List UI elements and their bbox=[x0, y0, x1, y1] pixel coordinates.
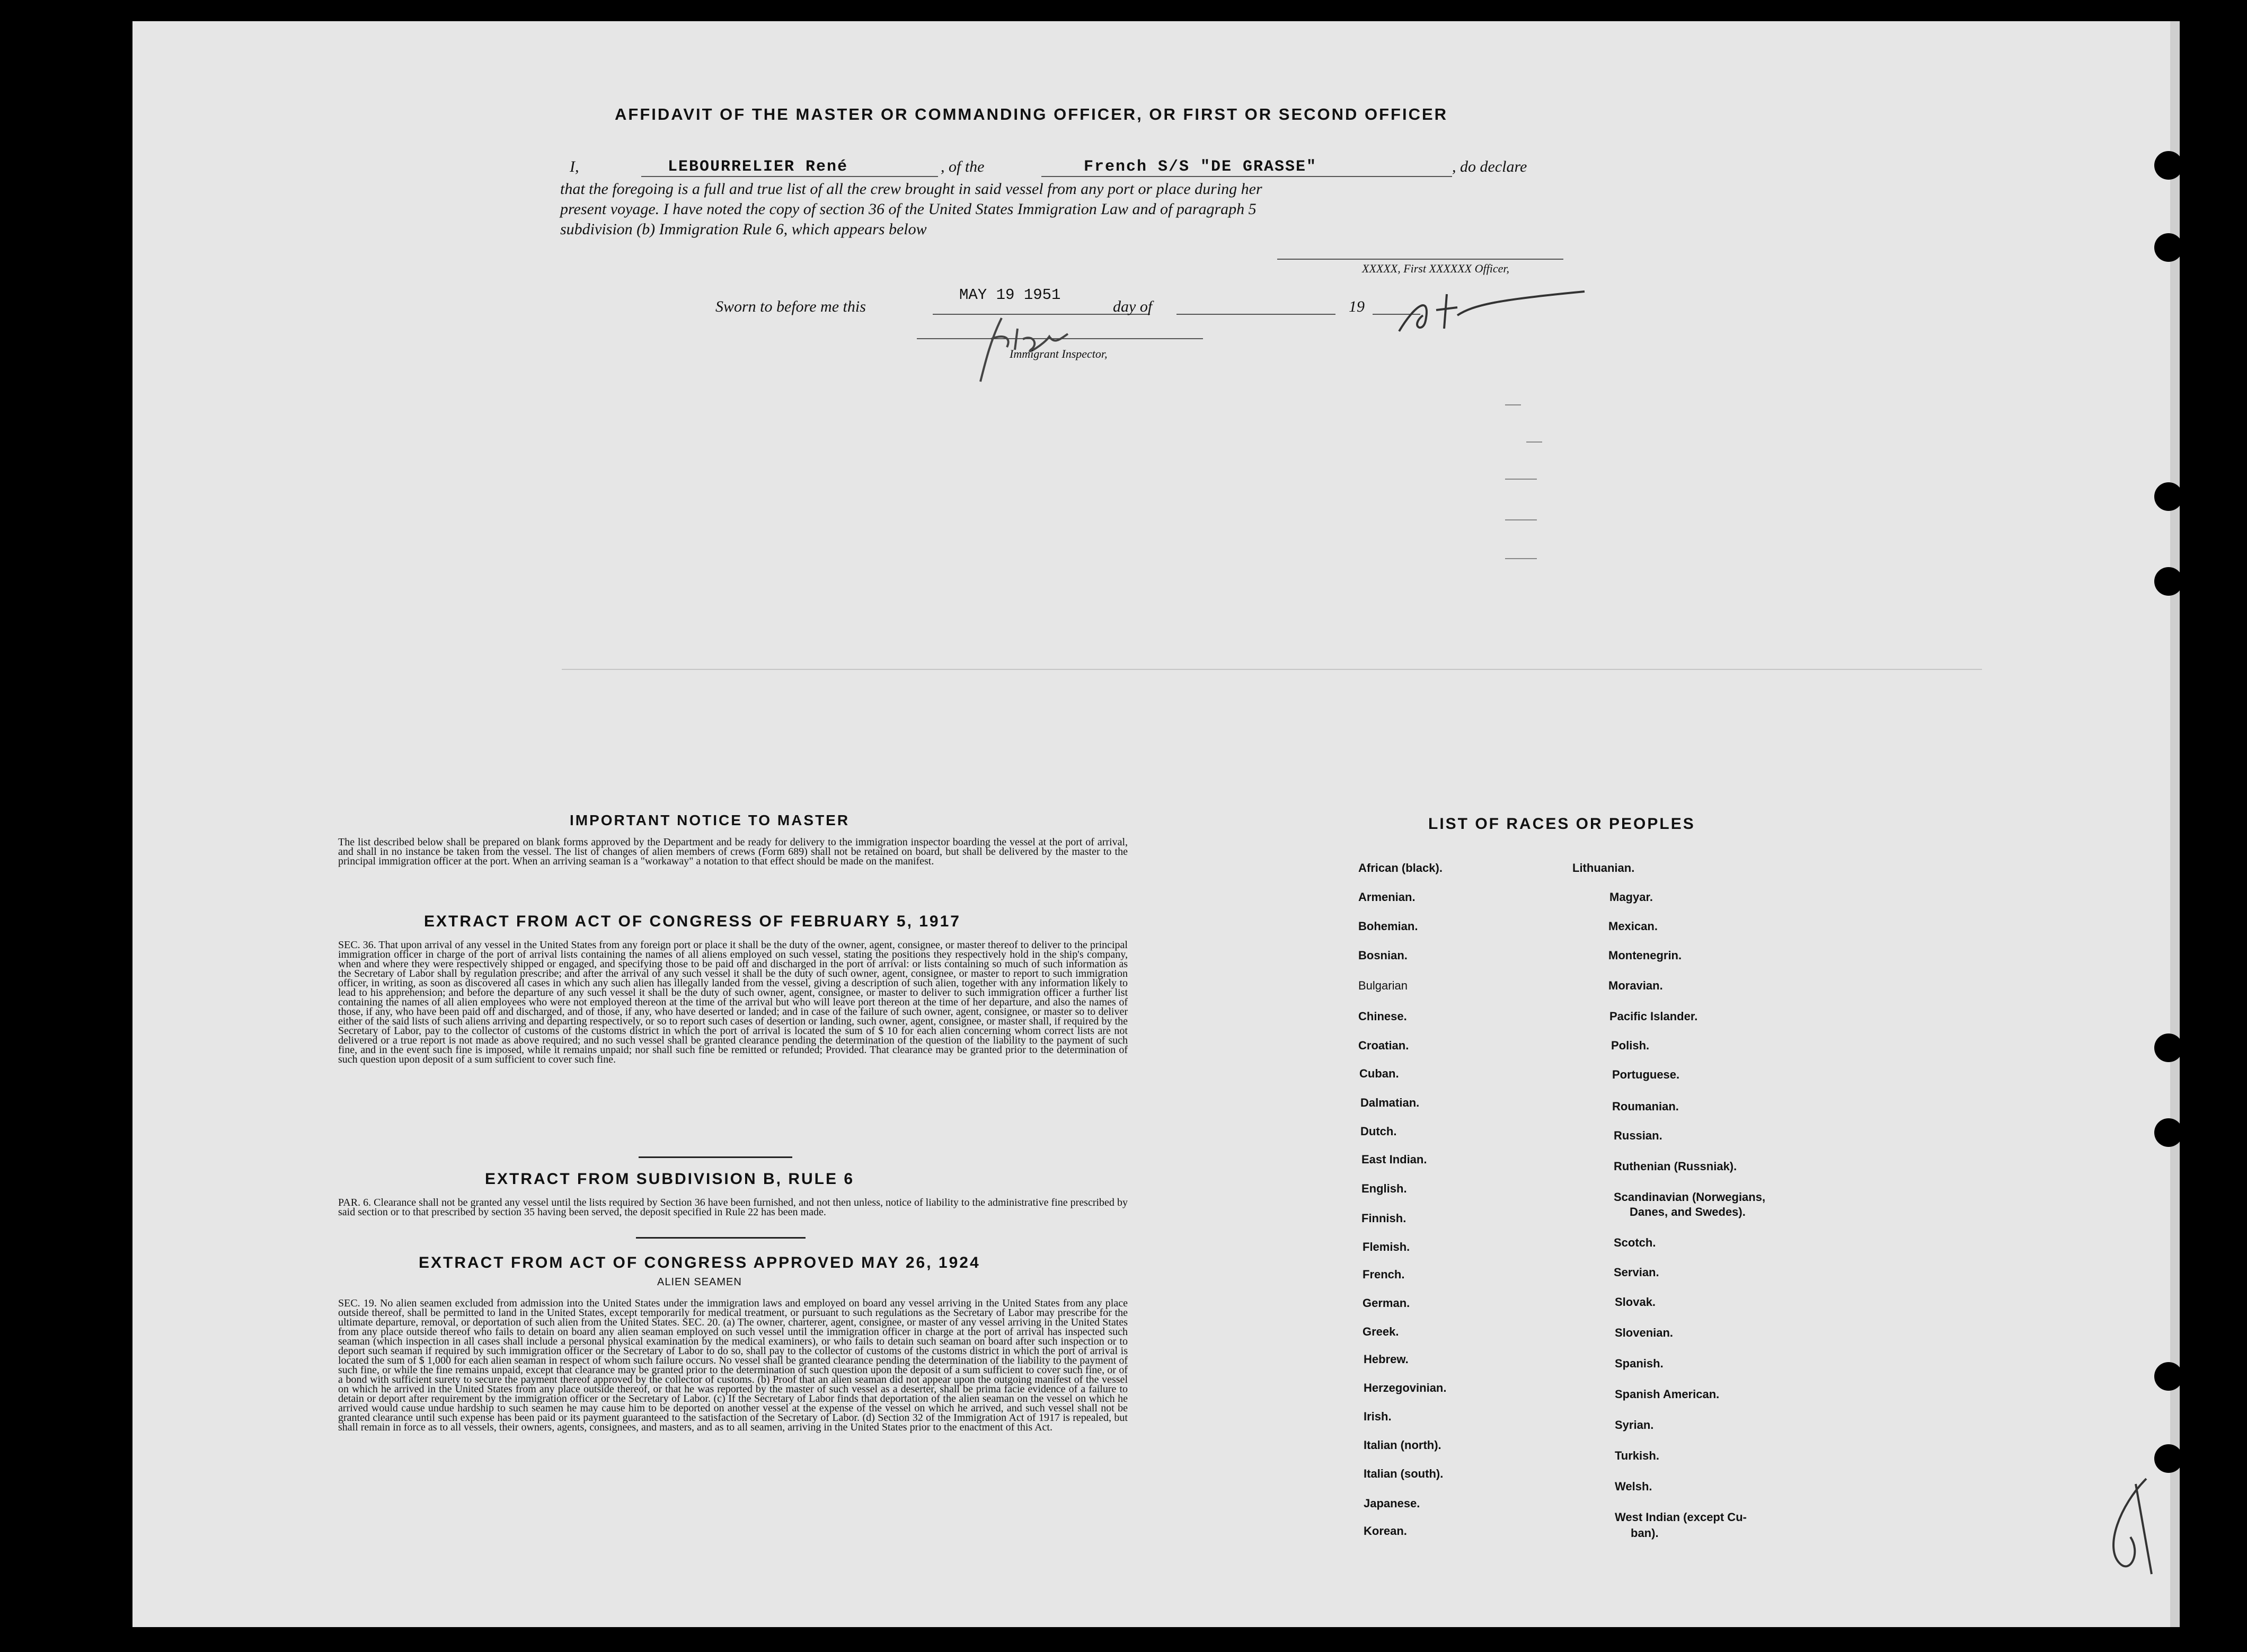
race-item: Dalmatian. bbox=[1360, 1096, 1420, 1109]
vessel-underline bbox=[1041, 176, 1452, 177]
rule-6-body: PAR. 6. Clearance shall not be granted any vessel until the lists required by Section 36 have been furnished, and not then unless, notice of liability to the administrative fine prescribed by said section or to that prescribed by section 35 having been served, the deposit specified in Rule 22 has been made. bbox=[338, 1197, 1128, 1218]
handwritten-mark bbox=[2099, 1473, 2157, 1579]
act-1924-body: SEC. 19. No alien seamen excluded from admission into the United States under the immigration laws and employed on board any vessel arriving in the United States from any place outside thereof, shall be permitted to land in the United States, except temporarily for medical treatment, or pursuant to such regulations as the Secretary of Labor may prescribe for the ultimate departure, removal, or deportation of such alien from the United States. SEC. 20. (a) The owner, charterer, agent, consignee, or master of any vessel arriving in the United States from any place outside thereof who fails to detain on board any alien seaman employed on such vessel until the immigration officer in charge at the port of arrival has inspected such seaman (which inspection in all cases shall include a personal physical examination by the medical examiners), or who fails to detain such seaman on board after such inspection or to deport such seaman if required by such immigration officer or the Secretary of Labor to do so, shall pay to the collector of customs of the customs district in which the port of arrival is located the sum of $ 1,000 for each alien seaman in respect of whom such failure occurs. No vessel shall be granted clearance pending the determination of the liability to the payment of such fine, or while the fine remains unpaid, except that clearance may be granted prior to the determination of such question upon the deposit of a sum sufficient to cover such fine, or of a bond with sufficient surety to secure the payment thereof approved by the collector of customs. (b) Proof that an alien seaman did not appear upon the outgoing manifest of the vessel on which he arrived in the United States from any place outside thereof, or that he was reported by the master of such vessel as a deserter, shall be prima facie evidence of a failure to detain or deport after requirement by the immigration officer or the Secretary of Labor. (c) If the Secretary of Labor finds that deportation of the alien seaman on the vessel on which he arrived would cause undue hardship to such seamen he may cause him to be deported on another vessel at the expense of the vessel on which he arrived, and such vessel shall not be granted clearance until such expense has been paid or its payment guaranteed to the satisfaction of the Secretary of Labor. (d) Section 32 of the Immigration Act of 1917 is repealed, but shall remain in force as to all vessels, their owners, agents, consignees, and masters, and as to all seamen, arriving in the United States prior to the enactment of this Act. bbox=[338, 1297, 1128, 1433]
bleed-through-mark bbox=[1526, 441, 1542, 443]
race-item: German. bbox=[1363, 1296, 1410, 1310]
officer-signature-line bbox=[1277, 259, 1563, 260]
race-item: Greek. bbox=[1363, 1325, 1399, 1338]
bleed-through-mark bbox=[562, 669, 1982, 670]
race-item: Welsh. bbox=[1615, 1480, 1652, 1493]
punch-hole bbox=[2154, 1362, 2183, 1391]
race-item: Portuguese. bbox=[1612, 1068, 1680, 1081]
race-item: Scotch. bbox=[1614, 1236, 1656, 1249]
race-item: Armenian. bbox=[1358, 890, 1416, 904]
race-item: Irish. bbox=[1364, 1410, 1392, 1423]
punch-hole bbox=[2154, 151, 2183, 180]
race-item: Russian. bbox=[1614, 1129, 1662, 1142]
act-1924-subheading: ALIEN SEAMEN bbox=[657, 1276, 742, 1288]
race-item: West Indian (except Cu- bbox=[1615, 1510, 1747, 1524]
race-item: Servian. bbox=[1614, 1266, 1659, 1279]
declaration-line-3: present voyage. I have noted the copy of section 36 of the United States Immigration Law and of paragraph 5 bbox=[560, 200, 1257, 218]
race-item: Herzegovinian. bbox=[1364, 1381, 1447, 1394]
do-declare-label: , do declare bbox=[1452, 158, 1527, 175]
punch-hole bbox=[2154, 1444, 2183, 1473]
race-item: Roumanian. bbox=[1612, 1100, 1679, 1113]
race-item: ban). bbox=[1631, 1526, 1659, 1540]
race-item: Japanese. bbox=[1364, 1497, 1420, 1510]
race-item: Turkish. bbox=[1615, 1449, 1659, 1462]
race-item: Korean. bbox=[1364, 1524, 1407, 1538]
act-1924-heading: EXTRACT FROM ACT OF CONGRESS APPROVED MAY 26, 1924 bbox=[419, 1254, 980, 1271]
race-item: Croatian. bbox=[1358, 1039, 1409, 1052]
race-item: Mexican. bbox=[1608, 920, 1658, 933]
section-divider bbox=[636, 1237, 806, 1239]
race-item: Italian (north). bbox=[1364, 1438, 1441, 1452]
race-item: Syrian. bbox=[1615, 1418, 1654, 1432]
declaration-line-1 bbox=[570, 158, 579, 176]
act-1917-heading: EXTRACT FROM ACT OF CONGRESS OF FEBRUARY 5, 1917 bbox=[424, 913, 961, 930]
race-item: Flemish. bbox=[1363, 1240, 1410, 1253]
race-item: Finnish. bbox=[1361, 1212, 1406, 1225]
punch-hole bbox=[2154, 1118, 2183, 1147]
of-the-label: , of the bbox=[941, 158, 985, 175]
bleed-through-mark bbox=[1505, 558, 1537, 559]
race-item: Magyar. bbox=[1609, 890, 1653, 904]
punch-hole bbox=[2154, 567, 2183, 596]
race-item: African (black). bbox=[1358, 861, 1443, 874]
race-item: Slovenian. bbox=[1615, 1326, 1674, 1339]
act-1917-body: SEC. 36. That upon arrival of any vessel in the United States from any foreign port or place it shall be the duty of the owner, agent, consignee, or master thereof to deliver to the principal immigration officer in charge of the port of arrival lists containing the names of all aliens employed on such vessel, stating the positions they respectively hold in the ship's company, when and where they were respectively shipped or engaged, and specifying those to be paid off and discharged in the port of arrival: or lists containing so much of such information as the Secretary of Labor shall by regulation prescribe; and after the arrival of any such vessel it shall be the duty of such owner, agent, consignee, or master to report to such immigration officer, in writing, as soon as discovered all cases in which any such alien has illegally landed from the vessel, giving a description of such alien, together with any information likely to lead to his apprehension; and before the departure of any such vessel it shall be the duty of such owner, agent, consignee, or master to deliver to such immigration officer a further list containing the names of all alien employees who were not employed thereon at the time of the arrival but who will leave port thereon at the time of her departure, and also the names of those, if any, who have been paid off and discharged, and of those, if any, who have deserted or landed; and in case of the failure of such owner, agent, consignee, or master so to deliver either of the said lists of such aliens arriving and departing respectively, or so to report such cases of desertion or landing, such owner, agent, consignee, or master shall, if required by the Secretary of Labor, pay to the collector of customs of the customs district in which the port of arrival is located the sum of $ 10 for each alien concerning whom correct lists are not delivered or a true report is not made as above required; and no such vessel shall be granted clearance pending the determination of the question of the liability to the payment of such fine, and in the event such fine is imposed, while it remains unpaid; nor shall such fine be remitted or refunded; Provided. That clearance may be granted prior to the determination of such question upon deposit of a sum sufficient to cover such fine. bbox=[338, 939, 1128, 1065]
affidavit-title: AFFIDAVIT OF THE MASTER OR COMMANDING OFFICER, OR FIRST OR SECOND OFFICER bbox=[615, 105, 1448, 123]
race-item: East Indian. bbox=[1361, 1153, 1427, 1166]
year-prefix: 19 bbox=[1349, 298, 1365, 315]
race-item: Cuban. bbox=[1359, 1067, 1399, 1080]
race-item: French. bbox=[1363, 1268, 1405, 1281]
officer-signature bbox=[1394, 284, 1590, 342]
i-label: I, bbox=[570, 158, 579, 175]
race-item: Bohemian. bbox=[1358, 920, 1418, 933]
race-item: Ruthenian (Russniak). bbox=[1614, 1160, 1737, 1173]
bleed-through-mark bbox=[1505, 519, 1537, 520]
race-item: Spanish. bbox=[1615, 1357, 1664, 1370]
officer-name: LEBOURRELIER René bbox=[668, 158, 848, 176]
race-item: Dutch. bbox=[1360, 1125, 1397, 1138]
race-item: Moravian. bbox=[1608, 979, 1663, 992]
race-item: Bulgarian bbox=[1358, 979, 1408, 992]
officer-title-label: XXXXX, First XXXXXX Officer, bbox=[1362, 262, 1509, 275]
punch-hole bbox=[2154, 1033, 2183, 1062]
race-item: Pacific Islander. bbox=[1609, 1010, 1698, 1023]
day-of-label: day of bbox=[1113, 298, 1153, 315]
declaration-line-2: that the foregoing is a full and true list of all the crew brought in said vessel from any port or place during her bbox=[560, 180, 1262, 198]
punch-hole bbox=[2154, 233, 2183, 262]
race-item: Slovak. bbox=[1615, 1295, 1656, 1309]
race-item: Chinese. bbox=[1358, 1010, 1407, 1023]
notice-heading: IMPORTANT NOTICE TO MASTER bbox=[570, 812, 850, 828]
inspector-label: Immigrant Inspector, bbox=[1010, 347, 1108, 360]
race-item: English. bbox=[1361, 1182, 1407, 1195]
race-item: Spanish American. bbox=[1615, 1388, 1720, 1401]
races-heading: LIST OF RACES OR PEOPLES bbox=[1428, 815, 1695, 833]
race-item: Bosnian. bbox=[1358, 949, 1408, 962]
day-underline bbox=[1176, 314, 1335, 315]
declaration-line-4: subdivision (b) Immigration Rule 6, which appears below bbox=[560, 220, 927, 238]
race-item: Danes, and Swedes). bbox=[1630, 1205, 1746, 1218]
punch-hole bbox=[2154, 482, 2183, 511]
race-item: Lithuanian. bbox=[1572, 861, 1635, 874]
sworn-date-stamp: MAY 19 1951 bbox=[959, 286, 1061, 304]
rule-6-heading: EXTRACT FROM SUBDIVISION B, RULE 6 bbox=[485, 1170, 855, 1188]
section-divider bbox=[639, 1156, 792, 1158]
vessel-name: French S/S "DE GRASSE" bbox=[1084, 158, 1317, 176]
notice-body: The list described below shall be prepared on blank forms approved by the Department and be ready for delivery to the immigration inspector boarding the vessel at the port of arrival, and shall in no instance be taken from the vessel. The list of changes of alien members of crews (Form 689) shall not be retained on board, but shall be delivered by the master to the principal immigration officer at the port. When an arriving seaman is a "workaway" a notation to that effect should be made on the manifest. bbox=[338, 836, 1128, 867]
name-underline bbox=[641, 176, 938, 177]
sworn-label: Sworn to before me this bbox=[715, 298, 866, 315]
race-item: Hebrew. bbox=[1364, 1353, 1409, 1366]
race-item: Italian (south). bbox=[1364, 1467, 1444, 1480]
bleed-through-mark bbox=[1505, 479, 1537, 480]
bleed-through-mark bbox=[1505, 404, 1521, 405]
race-item: Polish. bbox=[1611, 1039, 1650, 1052]
race-item: Scandinavian (Norwegians, bbox=[1614, 1190, 1766, 1204]
race-item: Montenegrin. bbox=[1608, 949, 1682, 962]
